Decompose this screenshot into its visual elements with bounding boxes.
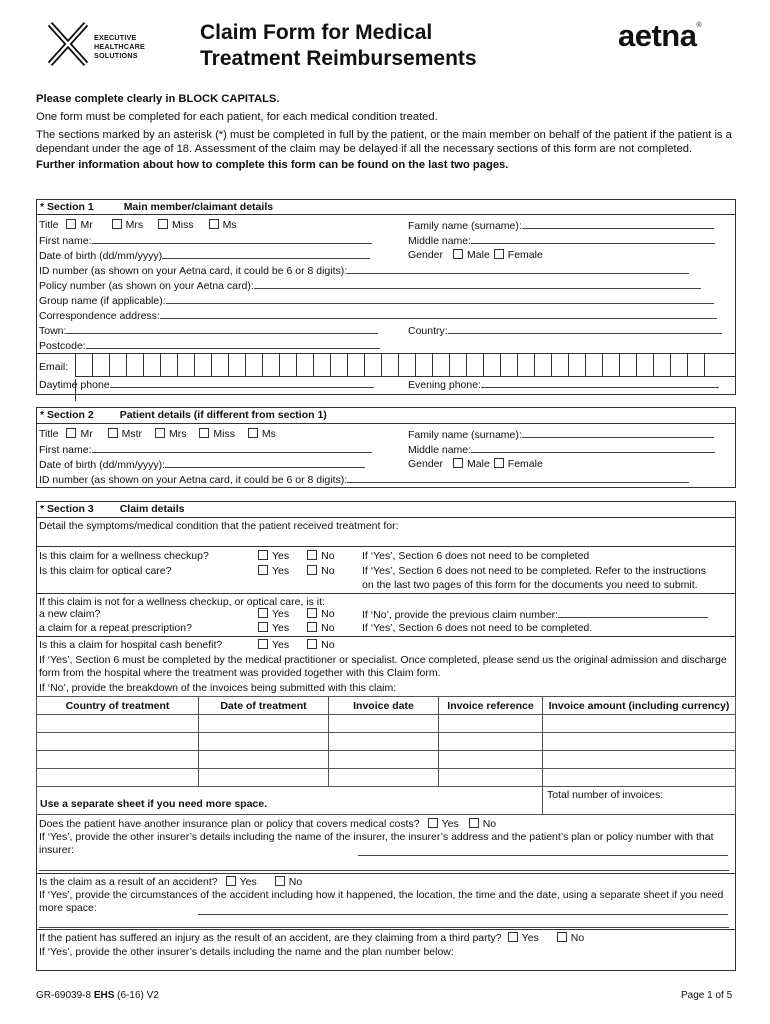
s1-daytime-phone-field[interactable]: [110, 378, 374, 388]
accident-yes-checkbox[interactable]: [226, 876, 236, 886]
s2-first-name-field[interactable]: [92, 443, 372, 453]
hospital-yes-checkbox[interactable]: [258, 639, 268, 649]
s2-dob-field[interactable]: [165, 458, 365, 468]
s1-middle-name-field[interactable]: [471, 234, 715, 244]
hospital-note: If ‘Yes’, Section 6 must be completed by the medical practitioner or specialist. Once completed, please send us the original admission and discharge form from the hospital where the treatment was provided together with this Claim form.: [39, 654, 727, 679]
optical-yes-checkbox[interactable]: [258, 565, 268, 575]
page-number: Page 1 of 5: [681, 990, 733, 1001]
s1-id-field[interactable]: [347, 264, 689, 274]
s2-ms-checkbox[interactable]: [248, 428, 258, 438]
s2-mr-checkbox[interactable]: [66, 428, 76, 438]
insurer-details-line-2[interactable]: [39, 861, 729, 871]
s2-mrs-checkbox[interactable]: [155, 428, 165, 438]
s1-address-field[interactable]: [160, 309, 717, 319]
section-3-heading: * Section 3 Claim details: [40, 503, 185, 515]
insurer-details-field[interactable]: [358, 846, 728, 856]
s2-id-field[interactable]: [347, 473, 689, 483]
optical-no-checkbox[interactable]: [307, 565, 317, 575]
table-row[interactable]: [37, 733, 736, 751]
s1-postcode-field[interactable]: [86, 339, 380, 349]
aetna-brand: aetna®: [618, 18, 702, 53]
s2-miss-checkbox[interactable]: [199, 428, 209, 438]
s1-male-checkbox[interactable]: [453, 249, 463, 259]
form-title: Claim Form for Medical Treatment Reimbursements: [200, 21, 477, 70]
invoice-table: Country of treatment Date of treatment Invoice date Invoice reference Invoice amount (including currency) Use a separate sheet if you need more space. Total number of invoices:: [36, 696, 736, 815]
s1-evening-phone-field[interactable]: [481, 378, 719, 388]
insurance-note: If ‘Yes’, provide the other insurer’s details including the name of the insurer, the insurer’s address and the patient’s plan or policy number with that insurer:: [39, 831, 714, 856]
total-invoices-field[interactable]: Total number of invoices:: [543, 787, 736, 815]
new-claim-no-checkbox[interactable]: [307, 608, 317, 618]
s1-family-field[interactable]: [522, 219, 714, 229]
s1-email-boxes[interactable]: [75, 354, 736, 377]
s3-detail-label: Detail the symptoms/medical condition that the patient received treatment for:: [39, 520, 399, 532]
accident-no-checkbox[interactable]: [275, 876, 285, 886]
third-party-yes-checkbox[interactable]: [508, 932, 518, 942]
accident-details-line-2[interactable]: [39, 918, 729, 928]
s1-town-field[interactable]: [66, 324, 378, 334]
separate-sheet-note: Use a separate sheet if you need more space.: [37, 787, 543, 815]
s2-middle-name-field[interactable]: [471, 443, 715, 453]
s1-female-checkbox[interactable]: [494, 249, 504, 259]
s1-mr-checkbox[interactable]: [66, 219, 76, 229]
previous-claim-number-field[interactable]: [558, 608, 708, 618]
s1-miss-checkbox[interactable]: [158, 219, 168, 229]
wellness-yes-checkbox[interactable]: [258, 550, 268, 560]
s2-female-checkbox[interactable]: [494, 458, 504, 468]
third-party-no-checkbox[interactable]: [557, 932, 567, 942]
s2-title-row: Title Mr Mstr Mrs Miss Ms: [39, 428, 276, 440]
s2-mstr-checkbox[interactable]: [108, 428, 118, 438]
section-2-heading: * Section 2 Patient details (if different from section 1): [40, 409, 327, 421]
s2-family-field[interactable]: [522, 428, 714, 438]
table-row[interactable]: [37, 769, 736, 787]
accident-details-field[interactable]: [198, 905, 728, 915]
s1-ms-checkbox[interactable]: [209, 219, 219, 229]
table-row[interactable]: [37, 751, 736, 769]
s1-dob-field[interactable]: [162, 249, 370, 259]
repeat-no-checkbox[interactable]: [307, 622, 317, 632]
repeat-yes-checkbox[interactable]: [258, 622, 268, 632]
logo-text: EXECUTIVE HEALTHCARE SOLUTIONS: [94, 33, 145, 60]
s1-title-row: Title Mr Mrs Miss Ms: [39, 219, 237, 231]
s2-male-checkbox[interactable]: [453, 458, 463, 468]
s1-mrs-checkbox[interactable]: [112, 219, 122, 229]
s1-policy-field[interactable]: [254, 279, 701, 289]
insurance-yes-checkbox[interactable]: [428, 818, 438, 828]
ehs-logo: [42, 20, 160, 68]
intro-text: Please complete clearly in BLOCK CAPITALS. One form must be completed for each patient, for each medical condition treated. The sections marked by an asterisk (*) must be completed in full by the patient, or the main member on behalf of the patient if the patient is a dependant under the age of 18. Assessment of the claim may be delayed if all the necessary sections of this form are not completed. Further information about how to complete this form can be found on the last two pages.: [36, 93, 732, 171]
insurance-no-checkbox[interactable]: [469, 818, 479, 828]
section-1-heading: * Section 1 Main member/claimant details: [40, 201, 274, 213]
s1-first-name-field[interactable]: [92, 234, 372, 244]
accident-note: If ‘Yes’, provide the circumstances of the accident including how it happened, the location, the time and the date, using a separate sheet if you need more space:: [39, 889, 724, 914]
form-code: GR-69039-8 EHS (6-16) V2: [36, 990, 159, 1001]
s1-country-field[interactable]: [448, 324, 722, 334]
new-claim-yes-checkbox[interactable]: [258, 608, 268, 618]
wellness-no-checkbox[interactable]: [307, 550, 317, 560]
ehs-x-logo-icon: [42, 20, 94, 68]
hospital-no-checkbox[interactable]: [307, 639, 317, 649]
s1-group-field[interactable]: [166, 294, 714, 304]
table-row[interactable]: [37, 715, 736, 733]
